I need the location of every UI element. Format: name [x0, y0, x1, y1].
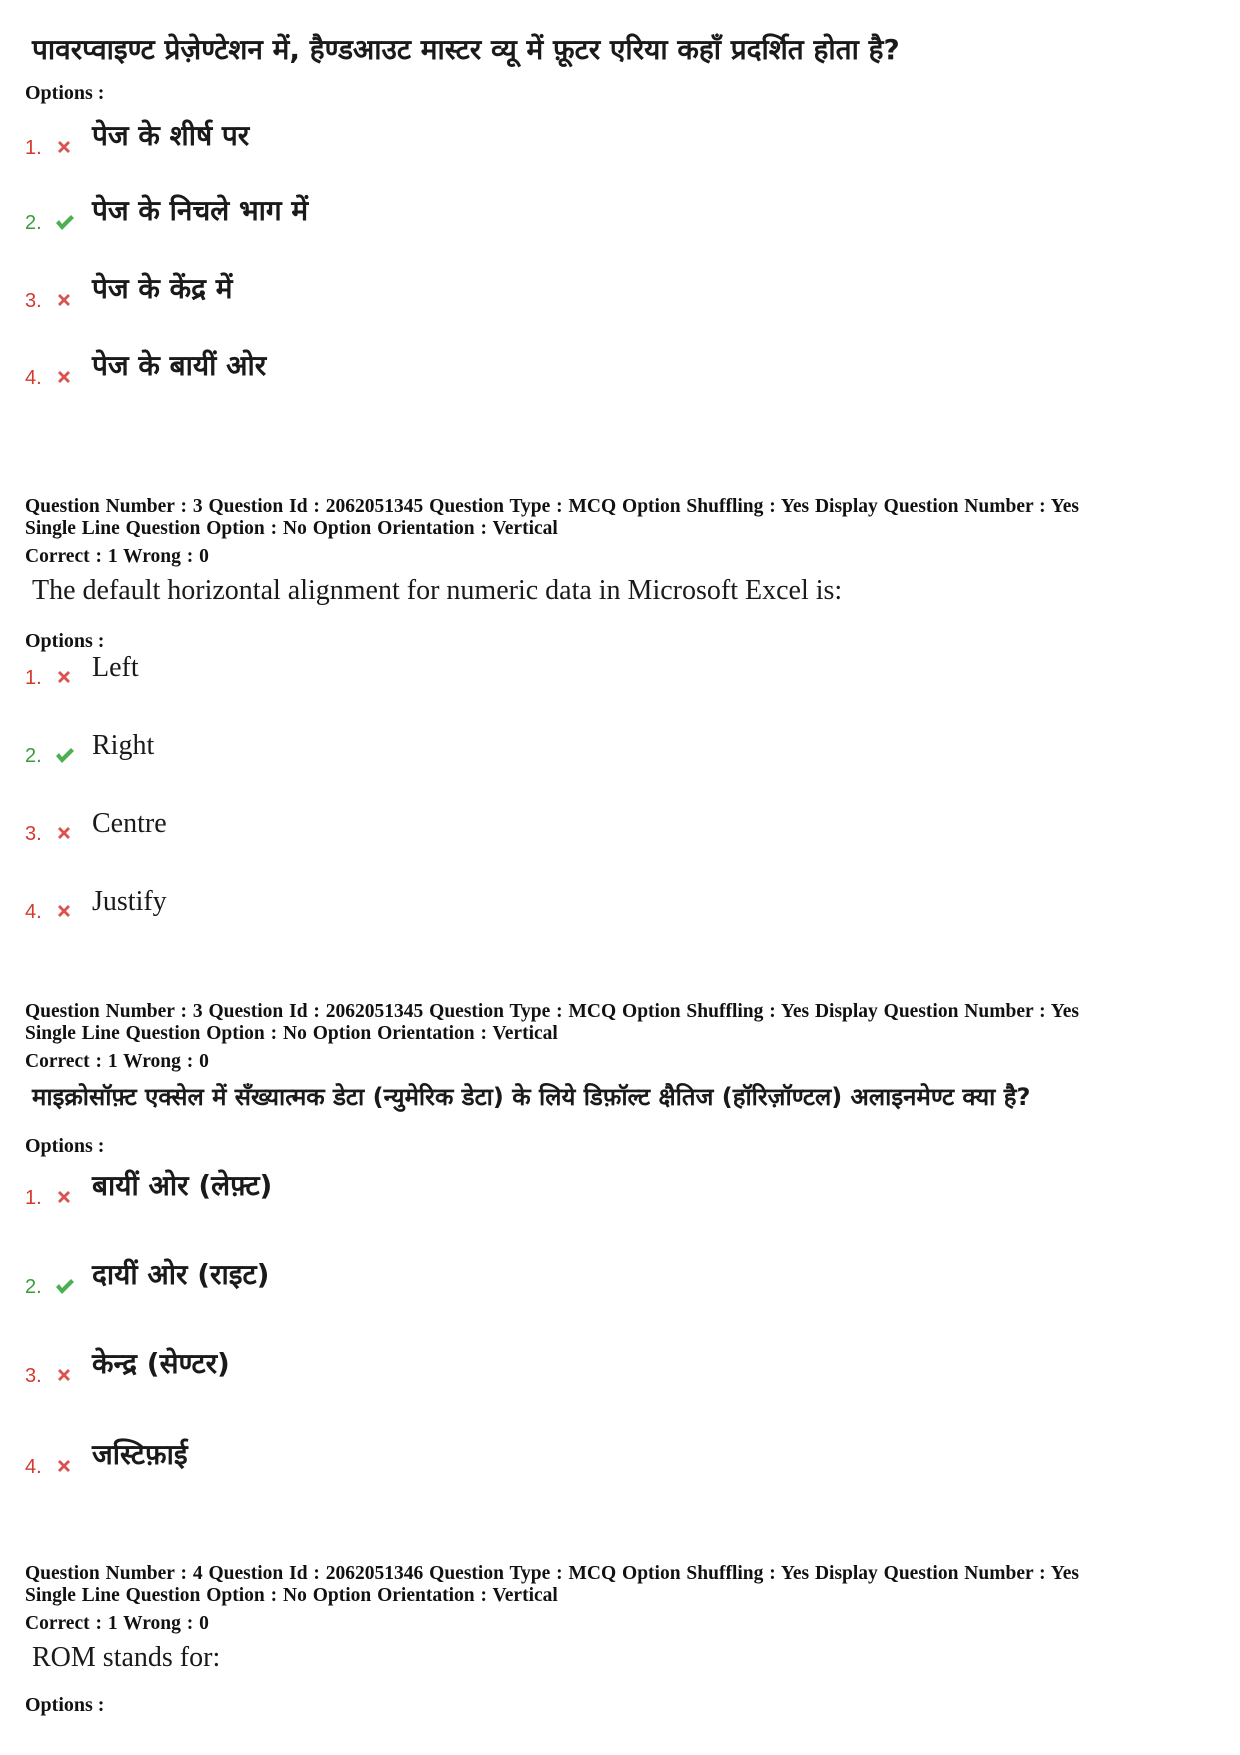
- wrong-cross-icon: [53, 136, 75, 158]
- question-text: ROM stands for:: [32, 1642, 221, 1673]
- options-label: Options :: [25, 1135, 105, 1157]
- question-marks: Correct : 1 Wrong : 0: [25, 546, 209, 567]
- option-item: [25, 1439, 1125, 1479]
- option-number: 1.: [25, 667, 42, 689]
- wrong-cross-icon: [53, 900, 75, 922]
- question-meta-line: Single Line Question Option : No Option Orientation : Vertical: [25, 1585, 558, 1606]
- question-marks: Correct : 1 Wrong : 0: [25, 1613, 209, 1634]
- wrong-cross-icon: [53, 1364, 75, 1386]
- question-meta-line: Question Number : 3 Question Id : 2062051345 Question Type : MCQ Option Shuffling : Yes Display Question Number : Yes: [25, 1001, 1079, 1022]
- option-number: 4.: [25, 1456, 42, 1478]
- option-text: Right: [92, 730, 155, 761]
- option-number: 2.: [25, 745, 42, 767]
- option-item: [25, 350, 1125, 390]
- correct-check-icon: [53, 1275, 75, 1297]
- option-text: दायीं ओर (राइट): [92, 1258, 270, 1291]
- option-item: [25, 120, 1125, 160]
- question-meta-line: Question Number : 4 Question Id : 2062051346 Question Type : MCQ Option Shuffling : Yes Display Question Number : Yes: [25, 1563, 1079, 1584]
- option-item: [25, 650, 1125, 690]
- wrong-cross-icon: [53, 1455, 75, 1477]
- option-item: [25, 195, 1125, 235]
- wrong-cross-icon: [53, 822, 75, 844]
- option-item: [25, 728, 1125, 768]
- option-item: [25, 1259, 1125, 1299]
- correct-check-icon: [53, 211, 75, 233]
- option-number: 4.: [25, 901, 42, 923]
- option-number: 4.: [25, 367, 42, 389]
- question-text: पावरप्वाइण्ट प्रेज़ेण्टेशन में, हैण्डआउट मास्टर व्यू में फ़ूटर एरिया कहाँ प्रदर्शित होता है?: [32, 33, 900, 66]
- option-number: 3.: [25, 823, 42, 845]
- options-label: Options :: [25, 82, 105, 104]
- option-number: 2.: [25, 1276, 42, 1298]
- wrong-cross-icon: [53, 666, 75, 688]
- wrong-cross-icon: [53, 1186, 75, 1208]
- option-text: Centre: [92, 808, 167, 839]
- option-text: पेज के बायीं ओर: [92, 349, 267, 382]
- option-text: पेज के निचले भाग में: [92, 194, 309, 227]
- option-text: बायीं ओर (लेफ़्ट): [92, 1169, 273, 1202]
- options-label: Options :: [25, 630, 105, 652]
- option-text: Justify: [92, 886, 167, 917]
- option-number: 1.: [25, 1187, 42, 1209]
- question-text: माइक्रोसॉफ़्ट एक्सेल में सँख्यात्मक डेटा (न्युमेरिक डेटा) के लिये डिफ़ॉल्ट क्षैतिज (हॉरिज़ॉण्टल) अलाइनमेण्ट क्या है?: [32, 1083, 1031, 1111]
- question-meta-line: Single Line Question Option : No Option Orientation : Vertical: [25, 518, 558, 539]
- option-number: 1.: [25, 137, 42, 159]
- option-item: [25, 273, 1125, 313]
- option-text: जस्टिफ़ाई: [92, 1438, 188, 1471]
- wrong-cross-icon: [53, 366, 75, 388]
- option-number: 2.: [25, 212, 42, 234]
- question-text: The default horizontal alignment for numeric data in Microsoft Excel is:: [32, 575, 843, 606]
- options-label: Options :: [25, 1694, 105, 1716]
- option-item: [25, 1348, 1125, 1388]
- option-item: [25, 1170, 1125, 1210]
- option-number: 3.: [25, 1365, 42, 1387]
- wrong-cross-icon: [53, 289, 75, 311]
- option-text: Left: [92, 652, 139, 683]
- option-item: [25, 806, 1125, 846]
- option-item: [25, 884, 1125, 924]
- option-text: केन्द्र (सेण्टर): [92, 1347, 230, 1380]
- option-text: पेज के शीर्ष पर: [92, 119, 250, 152]
- question-meta-line: Question Number : 3 Question Id : 2062051345 Question Type : MCQ Option Shuffling : Yes Display Question Number : Yes: [25, 496, 1079, 517]
- correct-check-icon: [53, 744, 75, 766]
- question-marks: Correct : 1 Wrong : 0: [25, 1051, 209, 1072]
- option-text: पेज के केंद्र में: [92, 272, 233, 305]
- question-meta-line: Single Line Question Option : No Option Orientation : Vertical: [25, 1023, 558, 1044]
- option-number: 3.: [25, 290, 42, 312]
